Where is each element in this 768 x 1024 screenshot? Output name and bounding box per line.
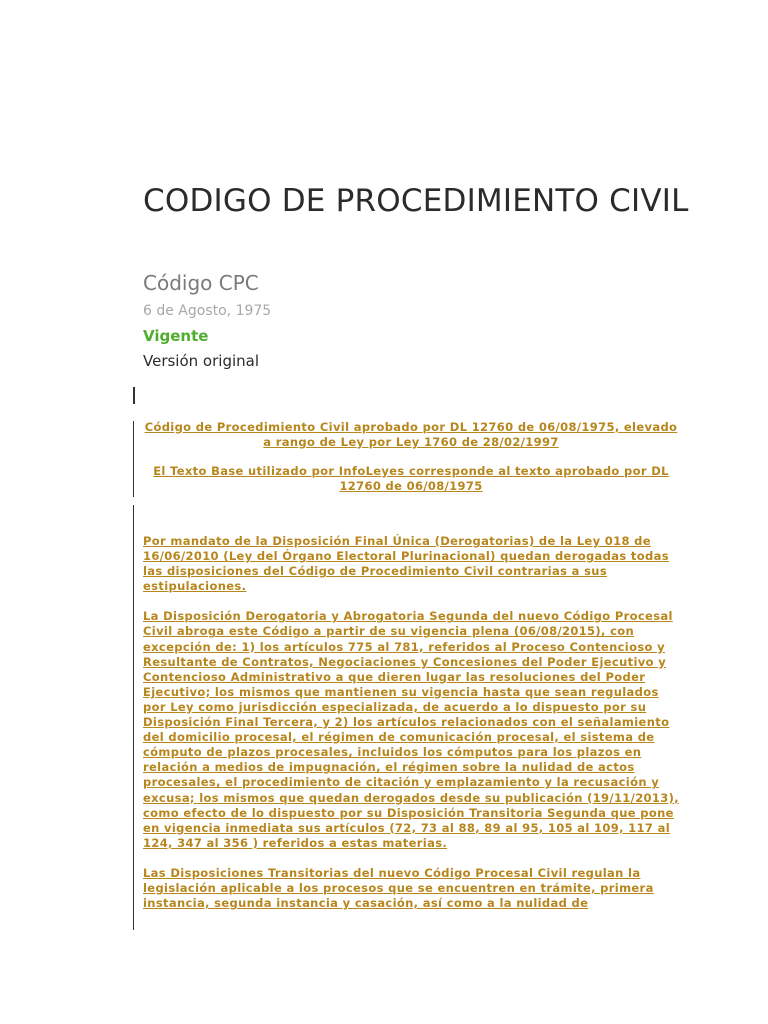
note-link-abrogation[interactable]: La Disposición Derogatoria y Abrogatoria Segunda del nuevo Código Procesal Civil abroga este Código a partir de su vigencia plena (06/08/2015), con excepción de: 1) los artículos 775 al 781, referidos al Proceso Contencioso y Resultante de Contratos, Negociaciones y Concesiones del Poder Ejecutivo y Contencioso Administrativo a que dieren lugar las resoluciones del Poder Ejecutivo; los mismos que mantienen su vigencia hasta que sean regulados por Ley como jurisdicción especializada, de acuerdo a lo dispuesto por su Disposición Final Tercera, y 2) los artículos relacionados con el señalamiento del domicilio procesal, el régimen de comunicación procesal, el sistema de cómputo de plazos procesales, incluidos los cómputos para los plazos en relación a medios de impugnación, el régimen sobre la nulidad de actos procesales, el procedimiento de citación y emplazamiento y la recusación y excusa; los mismos que quedan derogados desde su publicación (19/11/2013), como efecto de lo dispuesto por su Disposición Transitoria Segunda que pone en vigencia inmediata sus artículos (72, 73 al 88, 89 al 95, 105 al 109, 117 al 124, 347 al 356 ) referidos a estas materias. xyxy=(143,609,679,850)
document-code: Código CPC xyxy=(143,271,259,295)
note-paragraph xyxy=(143,866,683,911)
page-title: CODIGO DE PROCEDIMIENTO CIVIL xyxy=(143,183,689,219)
quote-bar-marker xyxy=(133,387,135,404)
note-link-transitional[interactable]: Las Disposiciones Transitorias del nuevo Código Procesal Civil regulan la legislación aplicable a los procesos que se encuentren en trámite, primera instancia, segunda instancia y casación, así como a la nulidad de xyxy=(143,865,654,911)
note-paragraph xyxy=(143,534,683,594)
intro-link-decree[interactable]: Código de Procedimiento Civil aprobado por DL 12760 de 06/08/1975, elevado a rango de Ley por Ley 1760 de 28/02/1997 xyxy=(144,420,678,449)
intro-paragraph-2 xyxy=(143,464,679,494)
quote-bar-intro xyxy=(133,421,134,497)
status-badge: Vigente xyxy=(143,327,209,345)
version-label: Versión original xyxy=(143,352,259,370)
notes-section xyxy=(143,534,683,926)
intro-section xyxy=(143,420,679,508)
intro-paragraph-1 xyxy=(143,420,679,450)
document-date: 6 de Agosto, 1975 xyxy=(143,303,272,319)
note-link-derogation[interactable]: Por mandato de la Disposición Final Única (Derogatorias) de la Ley 018 de 16/06/2010 (Ley del Órgano Electoral Plurinacional) quedan derogadas todas las disposiciones del Código de Procedimiento Civil contrarias a sus estipulaciones. xyxy=(143,534,669,594)
quote-bar-body xyxy=(133,505,134,930)
note-paragraph xyxy=(143,609,683,851)
intro-link-base-text[interactable]: El Texto Base utilizado por InfoLeyes corresponde al texto aprobado por DL 12760 de 06/08/1975 xyxy=(153,464,669,493)
